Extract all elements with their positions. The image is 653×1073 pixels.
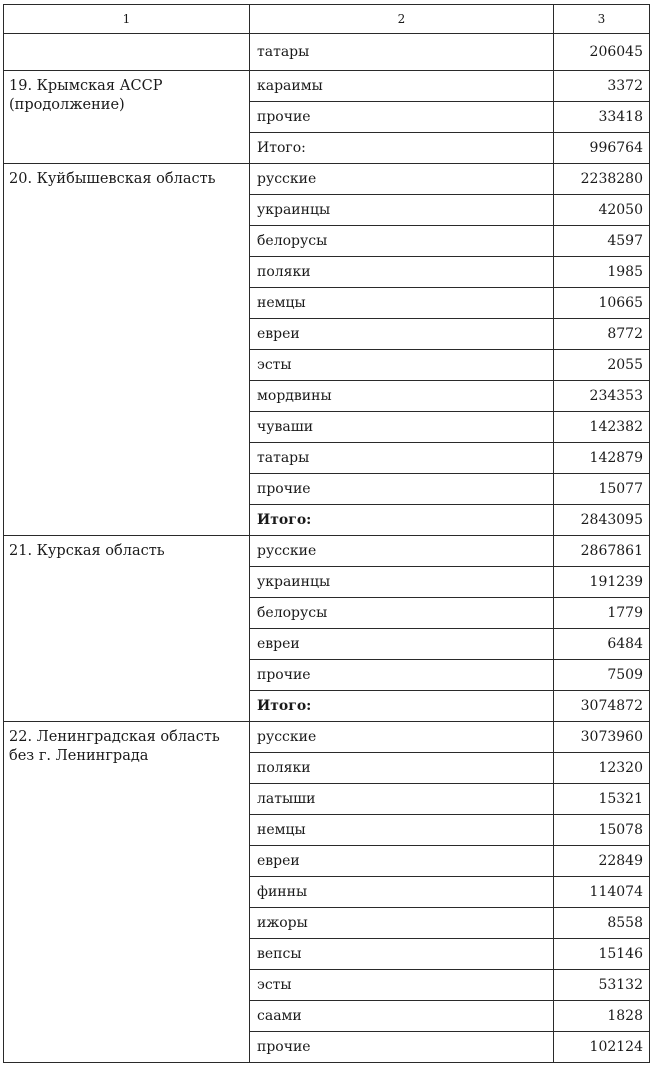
- table-row: [4, 536, 650, 567]
- nationality-cell: финны: [250, 877, 554, 908]
- population-cell: 191239: [554, 567, 650, 598]
- nationality-cell: татары: [250, 34, 554, 71]
- population-cell: 1779: [554, 598, 650, 629]
- table-row: [4, 722, 650, 753]
- population-cell: 2867861: [554, 536, 650, 567]
- population-cell: 15078: [554, 815, 650, 846]
- population-cell: 142382: [554, 412, 650, 443]
- population-cell: 2843095: [554, 505, 650, 536]
- nationality-cell: латыши: [250, 784, 554, 815]
- region-name-line: 21. Курская область: [9, 543, 165, 559]
- table-row: [4, 71, 650, 102]
- nationality-cell: эсты: [250, 970, 554, 1001]
- nationality-cell: вепсы: [250, 939, 554, 970]
- nationality-cell: русские: [250, 722, 554, 753]
- population-cell: 33418: [554, 102, 650, 133]
- population-cell: 22849: [554, 846, 650, 877]
- table-row: [4, 164, 650, 195]
- nationality-cell: прочие: [250, 102, 554, 133]
- table-row: [4, 34, 650, 71]
- nationality-cell: эсты: [250, 350, 554, 381]
- nationality-cell: немцы: [250, 815, 554, 846]
- population-cell: 8772: [554, 319, 650, 350]
- nationality-cell: мордвины: [250, 381, 554, 412]
- population-cell: 114074: [554, 877, 650, 908]
- population-cell: 1985: [554, 257, 650, 288]
- header-col-2: 2: [250, 5, 554, 34]
- population-cell: 15146: [554, 939, 650, 970]
- population-cell: 1828: [554, 1001, 650, 1032]
- census-table: [3, 4, 650, 1063]
- population-cell: 7509: [554, 660, 650, 691]
- nationality-cell: поляки: [250, 257, 554, 288]
- nationality-cell: евреи: [250, 629, 554, 660]
- population-cell: 53132: [554, 970, 650, 1001]
- population-cell: 3372: [554, 71, 650, 102]
- nationality-cell: чуваши: [250, 412, 554, 443]
- population-cell: 142879: [554, 443, 650, 474]
- nationality-cell: ижоры: [250, 908, 554, 939]
- population-cell: 15321: [554, 784, 650, 815]
- header-col-3: 3: [554, 5, 650, 34]
- nationality-cell: русские: [250, 536, 554, 567]
- population-cell: 2055: [554, 350, 650, 381]
- population-cell: 4597: [554, 226, 650, 257]
- nationality-cell: русские: [250, 164, 554, 195]
- region-name-line: 19. Крымская АССР: [9, 78, 163, 94]
- population-cell: 996764: [554, 133, 650, 164]
- nationality-cell: саами: [250, 1001, 554, 1032]
- population-cell: 2238280: [554, 164, 650, 195]
- table-body: [4, 34, 650, 1063]
- nationality-cell: немцы: [250, 288, 554, 319]
- region-name-line: (продолжение): [9, 97, 125, 113]
- nationality-cell: евреи: [250, 319, 554, 350]
- population-cell: 15077: [554, 474, 650, 505]
- population-cell: 234353: [554, 381, 650, 412]
- population-cell: 10665: [554, 288, 650, 319]
- region-name-line: без г. Ленинграда: [9, 748, 149, 764]
- population-cell: 8558: [554, 908, 650, 939]
- nationality-cell: прочие: [250, 660, 554, 691]
- population-cell: 6484: [554, 629, 650, 660]
- nationality-cell: прочие: [250, 474, 554, 505]
- nationality-cell: белорусы: [250, 598, 554, 629]
- region-name-line: 22. Ленинградская область: [9, 729, 220, 745]
- nationality-cell: поляки: [250, 753, 554, 784]
- population-cell: 206045: [554, 34, 650, 71]
- region-cell: [4, 536, 250, 722]
- nationality-cell: белорусы: [250, 226, 554, 257]
- population-cell: 12320: [554, 753, 650, 784]
- nationality-cell: евреи: [250, 846, 554, 877]
- nationality-cell: Итого:: [250, 505, 554, 536]
- nationality-cell: прочие: [250, 1032, 554, 1063]
- population-cell: 3073960: [554, 722, 650, 753]
- region-name-line: 20. Куйбышевская область: [9, 171, 216, 187]
- population-cell: 3074872: [554, 691, 650, 722]
- header-row: [4, 5, 650, 34]
- nationality-cell: Итого:: [250, 133, 554, 164]
- nationality-cell: караимы: [250, 71, 554, 102]
- header-col-1: 1: [4, 5, 250, 34]
- region-cell: [4, 722, 250, 1063]
- nationality-cell: татары: [250, 443, 554, 474]
- nationality-cell: украинцы: [250, 567, 554, 598]
- nationality-cell: украинцы: [250, 195, 554, 226]
- region-cell: [4, 71, 250, 164]
- population-cell: 102124: [554, 1032, 650, 1063]
- region-cell: [4, 164, 250, 536]
- population-cell: 42050: [554, 195, 650, 226]
- region-cell: [4, 34, 250, 71]
- nationality-cell: Итого:: [250, 691, 554, 722]
